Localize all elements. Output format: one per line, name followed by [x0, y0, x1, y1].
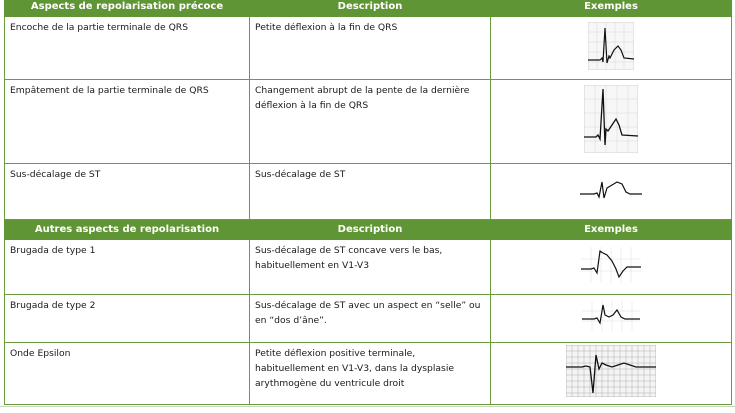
table-row: [5, 295, 732, 343]
header-row-other-repolarisation: [5, 220, 732, 240]
aspect-cell: Brugada de type 1: [5, 240, 250, 295]
table-row: [5, 343, 732, 405]
header-description: Description: [250, 220, 491, 240]
header-examples: Exemples: [491, 220, 732, 240]
ecg-slur-trace-icon: [584, 85, 638, 153]
bottom-divider: [0, 406, 735, 407]
aspect-cell: Sus-décalage de ST: [5, 164, 250, 220]
header-examples: Exemples: [491, 0, 732, 17]
table-row: [5, 17, 732, 80]
header-aspect: Autres aspects de repolarisation: [5, 220, 250, 240]
aspect-cell: Onde Epsilon: [5, 343, 250, 405]
example-cell: [491, 295, 732, 343]
description-cell: Sus-décalage de ST: [250, 164, 491, 220]
aspect-cell: Encoche de la partie terminale de QRS: [5, 17, 250, 80]
description-cell: Sus-décalage de ST concave vers le bas, habituellement en V1-V3: [250, 240, 491, 295]
example-cell: [491, 164, 732, 220]
table-row: [5, 164, 732, 220]
aspect-cell: Empâtement de la partie terminale de QRS: [5, 80, 250, 164]
description-cell: Changement abrupt de la pente de la dernière déflexion à la fin de QRS: [250, 80, 491, 164]
ecg-epsilon-wave-trace-icon: [566, 345, 656, 397]
header-row-early-repolarisation: [5, 0, 732, 17]
description-cell: Sus-décalage de ST avec un aspect en “selle” ou en “dos d’âne”.: [250, 295, 491, 343]
aspect-cell: Brugada de type 2: [5, 295, 250, 343]
table-row: [5, 80, 732, 164]
example-cell: [491, 80, 732, 164]
header-description: Description: [250, 0, 491, 17]
example-cell: [491, 17, 732, 80]
ecg-notch-trace-icon: [588, 22, 634, 70]
header-aspect: Aspects de repolarisation précoce: [5, 0, 250, 17]
example-cell: [491, 240, 732, 295]
ecg-brugada-type1-trace-icon: [581, 247, 641, 283]
description-cell: Petite déflexion positive terminale, habituellement en V1-V3, dans la dysplasie arythmogène du ventricule droit: [250, 343, 491, 405]
ecg-st-elevation-trace-icon: [580, 174, 642, 204]
ecg-brugada-type2-trace-icon: [582, 301, 640, 331]
description-cell: Petite déflexion à la fin de QRS: [250, 17, 491, 80]
example-cell: [491, 343, 732, 405]
ecg-aspects-table: [4, 0, 732, 405]
table-row: [5, 240, 732, 295]
